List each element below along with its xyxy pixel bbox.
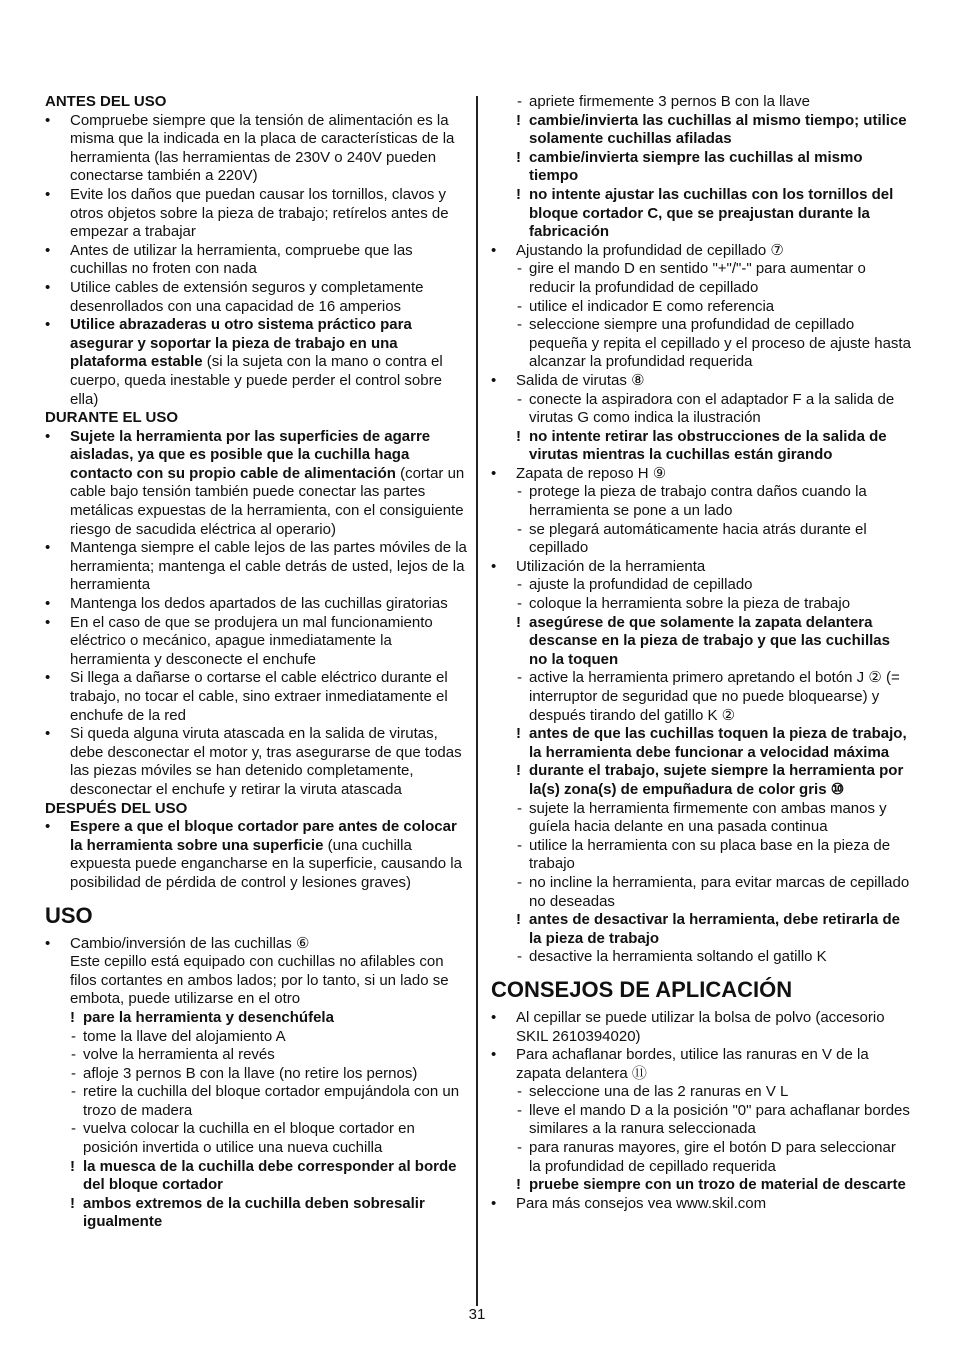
warning-item: [45, 1195, 467, 1232]
bullet-item: [45, 539, 467, 595]
item-text: tome la llave del alojamiento A: [83, 1027, 286, 1045]
item-text: para ranuras mayores, gire el botón D para seleccionar la profundidad de cepillado requerida: [529, 1139, 896, 1175]
bullet-item: [45, 279, 467, 316]
bullet-item: [491, 1046, 911, 1083]
dash-item: [45, 1028, 467, 1047]
bullet-item: [45, 669, 467, 725]
warning-item: [45, 1009, 467, 1028]
item-text: coloque la herramienta sobre la pieza de trabajo: [529, 595, 851, 613]
item-text: (si la sujeta con la mano o contra el cuerpo, queda inestable y puede perder el control sobre ella): [70, 353, 443, 408]
item-text: antes de desactivar la herramienta, debe retirarla de la pieza de trabajo: [529, 911, 901, 947]
warning-item: [491, 762, 911, 799]
bullet-item: [45, 316, 467, 409]
warning-item: [491, 1176, 911, 1195]
bold-text: Utilice abrazaderas u otro sistema práctico para asegurar y soportar la pieza de trabajo en una plataforma estable: [70, 316, 412, 371]
item-text: utilice el indicador E como referencia: [529, 297, 775, 315]
right-column: [491, 93, 911, 1213]
item-text: Compruebe siempre que la tensión de alimentación es la misma que la indicada en la placa de características de la herramienta (las herramientas de 230V o 240V pueden conectarse también a 220V): [70, 111, 455, 185]
warning-item: [491, 725, 911, 762]
item-text: afloje 3 pernos B con la llave (no retire los pernos): [83, 1064, 418, 1082]
warning-item: [491, 428, 911, 465]
item-text: durante el trabajo, sujete siempre la herramienta por la(s) zona(s) de empuñadura de color gris ⑩: [529, 762, 904, 798]
dash-item: [45, 1083, 467, 1120]
section-subheading: [45, 800, 467, 819]
bullet-item: [45, 595, 467, 614]
item-text: En el caso de que se produjera un mal funcionamiento eléctrico o mecánico, apague inmediatamente la herramienta y desconecte el enchufe: [70, 613, 433, 668]
bullet-item: [45, 725, 467, 799]
bullet-item: [491, 242, 911, 261]
item-text: DURANTE EL USO: [45, 409, 179, 427]
item-text: lleve el mando D a la posición "0" para achaflanar bordes similares a la ranura seleccionada: [529, 1101, 910, 1138]
item-text: vuelva colocar la cuchilla en el bloque cortador en posición invertida o utilice una nueva cuchilla: [83, 1120, 415, 1157]
item-text: Mantenga los dedos apartados de las cuchillas giratorias: [70, 595, 448, 613]
dash-item: [491, 837, 911, 874]
item-text: no intente ajustar las cuchillas con los tornillos del bloque cortador C, que se preajustan durante la fabricación: [529, 185, 894, 241]
dash-item: [491, 874, 911, 911]
item-text: Ajustando la profundidad de cepillado ⑦: [516, 241, 784, 259]
bullet-item: [491, 1195, 911, 1214]
bullet-item: [491, 558, 911, 577]
dash-item: [491, 948, 911, 967]
item-text: protege la pieza de trabajo contra daños cuando la herramienta se pone a un lado: [529, 483, 867, 520]
item-text: retire la cuchilla del bloque cortador empujándola con un trozo de madera: [83, 1083, 460, 1119]
item-text: no incline la herramienta, para evitar marcas de cepillado no deseadas: [529, 873, 910, 910]
dash-item: [491, 576, 911, 595]
item-text: utilice la herramienta con su placa base en la pieza de trabajo: [529, 836, 891, 873]
item-text: Cambio/inversión de las cuchillas ⑥: [70, 934, 310, 952]
dash-item: [491, 1102, 911, 1139]
item-text: Al cepillar se puede utilizar la bolsa de polvo (accesorio SKIL 2610394020): [516, 1008, 885, 1045]
item-text: pruebe siempre con un trozo de material de descarte: [529, 1176, 906, 1194]
item-text: se plegará automáticamente hacia atrás durante el cepillado: [529, 520, 867, 557]
item-text: ambos extremos de la cuchilla deben sobresalir igualmente: [83, 1194, 425, 1231]
item-text: ajuste la profundidad de cepillado: [529, 576, 753, 594]
bullet-item: [45, 818, 467, 892]
item-text: gire el mando D en sentido "+"/"-" para aumentar o reducir la profundidad de cepillado: [529, 260, 866, 296]
warning-item: [491, 149, 911, 186]
bullet-item: [45, 242, 467, 279]
warning-item: [491, 186, 911, 242]
item-text: asegúrese de que solamente la zapata delantera descanse en la pieza de trabajo y que las cuchillas no la toquen: [529, 613, 890, 668]
dash-item: [491, 93, 911, 112]
column-divider: [476, 96, 478, 1306]
dash-item: [491, 391, 911, 428]
warning-item: [45, 1158, 467, 1195]
dash-item: [491, 1083, 911, 1102]
item-text: Si llega a dañarse o cortarse el cable eléctrico durante el trabajo, no tocar el cable, sino extraer inmediatamente el enchufe de la red: [70, 669, 448, 724]
bullet-item: [45, 112, 467, 186]
item-text: Utilización de la herramienta: [516, 557, 706, 575]
bold-text: Espere a que el bloque cortador pare antes de colocar la herramienta sobre una superficie: [70, 818, 457, 854]
item-text: ANTES DEL USO: [45, 93, 167, 110]
bullet-item: [491, 465, 911, 484]
item-text: (una cuchilla expuesta puede engancharse en la superficie, causando la posibilidad de pérdida de control y lesiones graves): [70, 836, 462, 891]
item-text: Zapata de reposo H ⑨: [516, 464, 667, 482]
warning-item: [491, 911, 911, 948]
dash-item: [491, 483, 911, 520]
page-number: 31: [468, 1306, 486, 1323]
dash-item: [491, 595, 911, 614]
section-title: [491, 977, 911, 1003]
bullet-item: [45, 614, 467, 670]
item-text: DESPUÉS DEL USO: [45, 799, 188, 817]
item-text: sujete la herramienta firmemente con ambas manos y guíela hacia delante en una pasada continua: [529, 799, 887, 836]
item-text: no intente retirar las obstrucciones de la salida de virutas mientras la cuchillas están girando: [529, 427, 887, 464]
dash-item: [491, 316, 911, 372]
section-title: [45, 903, 467, 929]
item-text: (cortar un cable bajo tensión también puede conectar las partes metálicas expuestas de la herramienta, con el consiguiente riesgo de sacudida eléctrica al operario): [70, 464, 465, 538]
paragraph: [45, 953, 467, 1009]
bullet-item: [491, 372, 911, 391]
dash-item: [491, 800, 911, 837]
item-text: Salida de virutas ⑧: [516, 371, 645, 389]
item-text: CONSEJOS DE APLICACIÓN: [491, 976, 793, 1002]
item-text: cambie/invierta siempre las cuchillas al mismo tiempo: [529, 148, 863, 185]
item-text: Mantenga siempre el cable lejos de las partes móviles de la herramienta; mantenga el cable detrás de usted, lejos de la herramienta: [70, 539, 467, 594]
dash-item: [491, 521, 911, 558]
item-text: apriete firmemente 3 pernos B con la llave: [529, 93, 810, 110]
item-text: active la herramienta primero apretando el botón J ② (= interruptor de seguridad que no puede bloquearse) y después tirando del gatillo K ②: [529, 669, 900, 724]
item-text: Si queda alguna viruta atascada en la salida de virutas, debe desconectar el motor y, tras asegurarse de que todas las piezas móviles se han detenido completamente, desconectar el enchufe y retirar la viruta atascada: [70, 725, 462, 798]
item-text: USO: [45, 902, 93, 928]
dash-item: [491, 669, 911, 725]
item-text: desactive la herramienta soltando el gatillo K: [529, 948, 827, 966]
bullet-item: [45, 428, 467, 540]
left-column: [45, 93, 467, 1232]
section-subheading: [45, 409, 467, 428]
item-text: Este cepillo está equipado con cuchillas no afilables con filos cortantes en ambos lados; por lo tanto, si un lado se embota, puede utilizarse en el otro: [70, 953, 449, 1008]
dash-item: [45, 1120, 467, 1157]
item-text: Para achaflanar bordes, utilice las ranuras en V de la zapata delantera ⑪: [516, 1046, 869, 1082]
item-text: seleccione siempre una profundidad de cepillado pequeña y repita el cepillado y el proceso de ajuste hasta alcanzar la profundidad requerida: [529, 316, 911, 371]
dash-item: [45, 1046, 467, 1065]
warning-item: [491, 112, 911, 149]
bullet-item: [491, 1009, 911, 1046]
item-text: cambie/invierta las cuchillas al mismo tiempo; utilice solamente cuchillas afiladas: [529, 111, 907, 148]
dash-item: [491, 298, 911, 317]
item-text: Evite los daños que puedan causar los tornillos, clavos y otros objetos sobre la pieza de trabajo; retírelos antes de empezar a trabajar: [70, 185, 449, 241]
item-text: conecte la aspiradora con el adaptador F a la salida de virutas G como indica la ilustración: [529, 390, 895, 427]
dash-item: [491, 260, 911, 297]
item-text: pare la herramienta y desenchúfela: [83, 1008, 334, 1026]
bullet-item: [45, 935, 467, 954]
section-subheading: [45, 93, 467, 112]
warning-item: [491, 614, 911, 670]
item-text: Para más consejos vea www.skil.com: [516, 1194, 767, 1212]
dash-item: [45, 1065, 467, 1084]
dash-item: [491, 1139, 911, 1176]
bullet-item: [45, 186, 467, 242]
item-text: volve la herramienta al revés: [83, 1046, 275, 1064]
item-text: seleccione una de las 2 ranuras en V L: [529, 1083, 789, 1101]
bold-text: Sujete la herramienta por las superficies de agarre aisladas, ya que es posible que la cuchilla haga contacto con su propio cable de alimentación: [70, 427, 431, 482]
item-text: Utilice cables de extensión seguros y completamente desenrollados con una capacidad de 16 amperios: [70, 278, 424, 315]
item-text: Antes de utilizar la herramienta, compruebe que las cuchillas no froten con nada: [70, 241, 413, 278]
item-text: la muesca de la cuchilla debe corresponder al borde del bloque cortador: [83, 1157, 457, 1194]
item-text: antes de que las cuchillas toquen la pieza de trabajo, la herramienta debe funcionar a velocidad máxima: [529, 725, 907, 761]
